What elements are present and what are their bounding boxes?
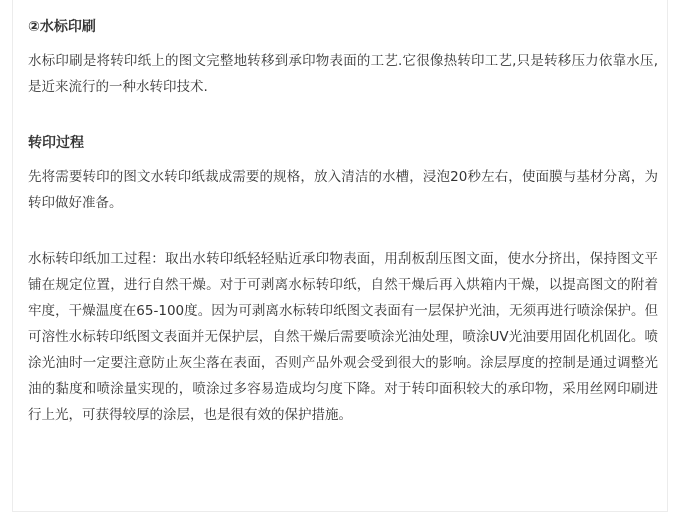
article-card xyxy=(12,0,668,512)
article-content xyxy=(28,14,658,428)
section-paragraph-water-label-printing: 水标印刷是将转印纸上的图文完整地转移到承印物表面的工艺.它很像热转印工艺,只是转移压力依靠水压,是近来流行的一种水转印技术. xyxy=(28,53,658,95)
section-paragraph-processing: 水标转印纸加工过程：取出水转印纸轻轻贴近承印物表面，用刮板刮压图文面，使水分挤出，保持图文平铺在规定位置，进行自然干燥。对于可剥离水标转印纸，自然干燥后再入烘箱内干燥，以提高图文的附着牢度，干燥温度在65-100度。因为可剥离水标转印纸图文表面有一层保护光油，无须再进行喷涂保护。但可溶性水标转印纸图文表面并无保护层，自然干燥后需要喷涂光油处理，喷涂UV光油要用固化机固化。喷涂光油时一定要注意防止灰尘落在表面，否则产品外观会受到很大的影响。涂层厚度的控制是通过调整光油的黏度和喷涂量实现的，喷涂过多容易造成均匀度下降。对于转印面积较大的承印物，采用丝网印刷进行上光，可获得较厚的涂层，也是很有效的保护措施。 xyxy=(28,251,658,423)
section-heading-water-label-printing: ②水标印刷 xyxy=(28,19,96,35)
section-paragraph-soaking: 先将需要转印的图文水转印纸裁成需要的规格，放入清洁的水槽，浸泡20秒左右，使面膜与基材分离，为转印做好准备。 xyxy=(28,169,658,211)
section-heading-transfer-process: 转印过程 xyxy=(28,135,84,151)
